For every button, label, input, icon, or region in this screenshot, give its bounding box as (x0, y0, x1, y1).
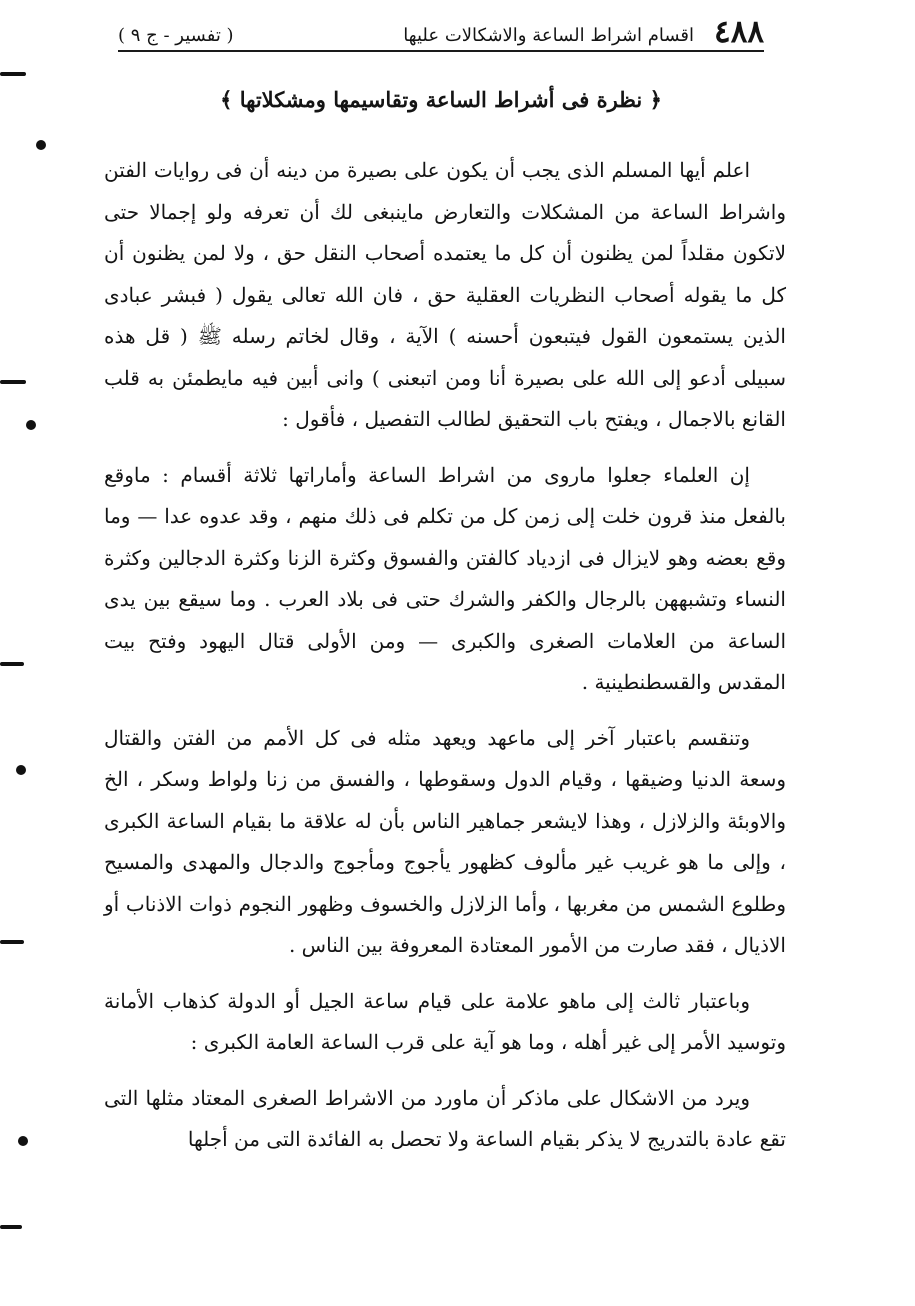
section-title: ﴿ نظرة فى أشراط الساعة وتقاسيمها ومشكلاتها ﴾ (220, 87, 662, 112)
margin-mark (26, 420, 36, 430)
paragraph-2: إن العلماء جعلوا ماروى من اشراط الساعة وأماراتها ثلاثة أقسام : ماوقع بالفعل منذ قرون خلت إلى زمن كل من تكلم فى ذلك منهم ، وقد عدوه عدا — وما وقع بعضه وهو لايزال فى ازدياد كالفتن والفسوق وكثرة الزنا وكثرة الدجالين وكثرة النساء وتشبههن بالرجال والكفر والشرك حتى فى بلاد العرب . وما سيقع بين يدى الساعة من العلامات الصغرى والكبرى — ومن الأولى قتال اليهود وفتح بيت المقدس والقسطنطينية . (104, 462, 786, 694)
book-reference: ( تفسير - ج ٩ ) (118, 25, 234, 46)
running-title: اقسام اشراط الساعة والاشكالات عليها (403, 25, 695, 46)
paragraph-5: ويرد من الاشكال على ماذكر أن ماورد من الاشراط الصغرى المعتاد مثلها التى تقع عادة بالتدريج لا يذكر بقيام الساعة ولا تحصل به الفائدة التى من أجلها (104, 1085, 786, 1151)
header-rule (118, 50, 764, 52)
margin-mark (0, 380, 26, 384)
margin-mark (0, 940, 24, 944)
body-text (104, 150, 786, 1161)
paragraph-4: وباعتبار ثالث إلى ماهو علامة على قيام ساعة الجيل أو الدولة كذهاب الأمانة وتوسيد الأمر إلى غير أهله ، وما هو آية على قرب الساعة العامة الكبرى : (104, 988, 786, 1054)
page-number: ٤٨٨ (714, 14, 764, 50)
margin-mark (36, 140, 46, 150)
page-header (118, 10, 764, 50)
paragraph-3: وتنقسم باعتبار آخر إلى ماعهد ويعهد مثله فى كل الأمم من الفتن والقتال وسعة الدنيا وضيقها ، وقيام الدول وسقوطها ، والفسق من زنا ولواط وسكر ، الخ والاوبئة والزلازل ، وهذا لايشعر جماهير الناس بأن له علاقة ما بقيام الساعة الكبرى ، وإلى ما هو غريب غير مألوف كظهور يأجوج ومأجوج والدجال والمهدى والمسيح وطلوع الشمس من مغربها ، وأما الزلازل والخسوف وظهور النجوم ذوات الاذناب أو الاذيال ، فقد صارت من الأمور المعتادة المعروفة بين الناس . (104, 725, 786, 957)
margin-mark (0, 662, 24, 666)
margin-mark (0, 72, 26, 76)
margin-mark (0, 1225, 22, 1229)
paragraph-1: اعلم أيها المسلم الذى يجب أن يكون على بصيرة من دينه أن فى روايات الفتن واشراط الساعة من المشكلات والتعارض ماينبغى لك أن تعرفه ولو إجمالا حتى لاتكون مقلداً لمن يظنون أن كل ما يعتمده أصحاب النقل حق ، ولا لمن يظنون أن كل ما يقوله أصحاب النظريات العقلية حق ، فان الله تعالى يقول ( فبشر عبادى الذين يستمعون القول فيتبعون أحسنه ) الآية ، وقال لخاتم رسله ﷺ ( قل هذه سبيلى أدعو إلى الله على بصيرة أنا ومن اتبعنى ) وانى أبين فيه مايطمئن به قلب القانع بالاجمال ، ويفتح باب التحقيق لطالب التفصيل ، فأقول : (104, 158, 786, 431)
margin-mark (16, 765, 26, 775)
margin-mark (18, 1136, 28, 1146)
